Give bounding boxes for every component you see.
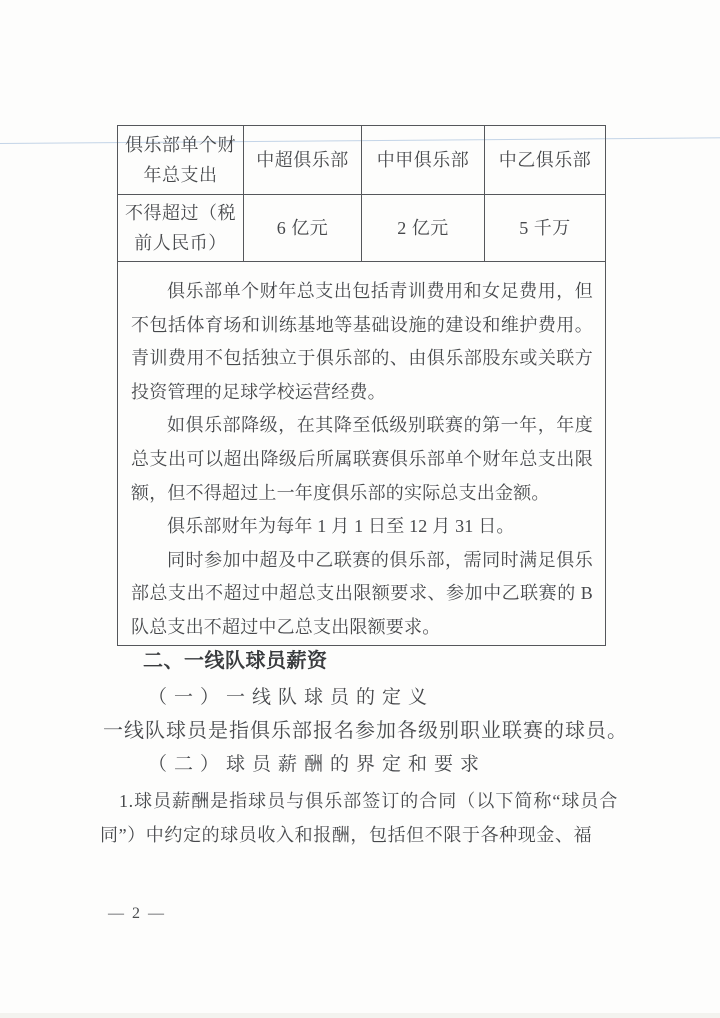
- salary-definition-paragraph: 1.球员薪酬是指球员与俱乐部签订的合同（以下简称“球员合同”）中约定的球员收入和报酬，包括但不限于各种现金、福: [100, 791, 618, 845]
- spending-limits-table: [117, 125, 606, 646]
- player-definition-text: 一线队球员是指俱乐部报名参加各级别职业联赛的球员。: [103, 720, 628, 742]
- table-header-col-csl: 中超俱乐部: [244, 126, 362, 195]
- table-notes-row: [118, 262, 606, 646]
- table-header-row: [118, 126, 606, 195]
- note-paragraph-dual-league: 同时参加中超及中乙联赛的俱乐部，需同时满足俱乐部总支出不超过中超总支出限额要求、参加中乙联赛的 B 队总支出不超过中乙总支出限额要求。: [131, 549, 593, 637]
- page-number: — 2 —: [108, 905, 166, 922]
- limit-value-league-two: 5 千万: [485, 195, 606, 262]
- table-limits-row: [118, 195, 606, 262]
- subsection-heading-player-definition: （一）一线队球员的定义: [148, 687, 435, 708]
- note-paragraph-fiscal-year: 俱乐部财年为每年 1 月 1 日至 12 月 31 日。: [167, 516, 515, 537]
- note-paragraph-scope: 俱乐部单个财年总支出包括青训费用和女足费用，但不包括体育场和训练基地等基础设施的建设和维护费用。青训费用不包括独立于俱乐部的、由俱乐部股东或关联方投资管理的足球学校运营经费。: [131, 281, 593, 402]
- table-header-row-label: 俱乐部单个财年总支出: [118, 126, 244, 195]
- limit-value-csl: 6 亿元: [244, 195, 362, 262]
- scan-bottom-edge: [0, 1013, 720, 1018]
- table-header-col-league-two: 中乙俱乐部: [485, 126, 606, 195]
- table-notes-cell: [118, 262, 606, 646]
- note-paragraph-relegation: 如俱乐部降级，在其降至低级别联赛的第一年，年度总支出可以超出降级后所属联赛俱乐部单个财年总支出限额，但不得超过上一年度俱乐部的实际总支出金额。: [131, 415, 593, 503]
- table-limits-row-label: 不得超过（税前人民币）: [118, 195, 244, 262]
- limit-value-league-one: 2 亿元: [362, 195, 485, 262]
- section-heading-first-team-salary: 二、一线队球员薪资: [143, 650, 328, 672]
- table-header-col-league-one: 中甲俱乐部: [362, 126, 485, 195]
- subsection-heading-salary-definition: （二）球员薪酬的界定和要求: [148, 754, 487, 775]
